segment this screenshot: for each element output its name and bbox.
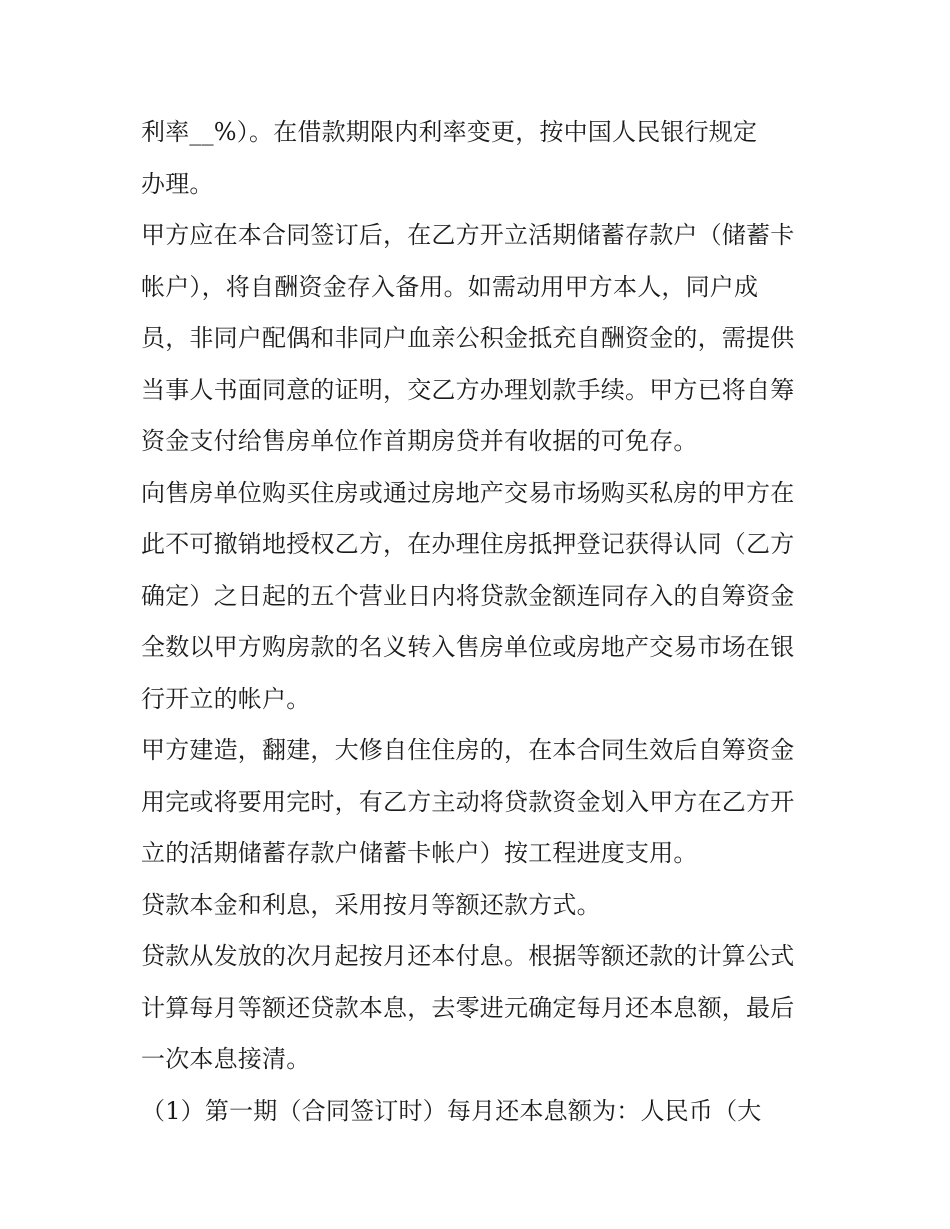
text-line: 资金支付给售房单位作首期房贷并有收据的可免存。: [141, 427, 698, 455]
text-line: 用完或将要用完时，有乙方主动将贷款资金划入甲方在乙方开: [141, 787, 795, 816]
text-line: 利率__%）。在借款期限内利率变更，按中国人民银行规定: [141, 118, 758, 146]
text-line: 此不可撤销地授权乙方，在办理住房抵押登记获得认同（乙方: [141, 530, 795, 558]
text-line: 贷款本金和利息，采用按月等额还款方式。: [141, 890, 601, 919]
text-line: 帐户），将自酬资金存入备用。如需动用甲方本人，同户成: [141, 272, 759, 301]
paragraph-self-funds-deposit: [141, 210, 821, 468]
paragraph-repayment-method: [141, 880, 821, 932]
paragraph-construction-disbursement: [141, 725, 821, 880]
text-line: （1）第一期（合同签订时）每月还本息额为：人民币（大: [141, 1096, 762, 1125]
document-body: [141, 107, 821, 1137]
text-line: 甲方建造，翻建，大修自住住房的，在本合同生效后自筹资金: [141, 736, 795, 764]
text-line: 立的活期储蓄存款户储蓄卡帐户）按工程进度支用。: [141, 839, 698, 867]
text-line: 办理。: [141, 169, 214, 198]
text-line: 确定）之日起的五个营业日内将贷款金额连同存入的自筹资金: [141, 581, 795, 610]
text-line: 员，非同户配偶和非同户血亲公积金抵充自酬资金的，需提供: [141, 324, 795, 352]
text-line: 甲方应在本合同签订后，在乙方开立活期储蓄存款户（储蓄卡: [141, 221, 795, 249]
text-line: 行开立的帐户。: [141, 684, 311, 713]
text-line: 当事人书面同意的证明，交乙方办理划款手续。甲方已将自筹: [141, 375, 795, 404]
text-line: 一次本息接清。: [141, 1045, 311, 1073]
paragraph-first-period-amount: [141, 1086, 821, 1138]
text-line: 贷款从发放的次月起按月还本付息。根据等额还款的计算公式: [141, 942, 795, 970]
paragraph-purchase-authorization: [141, 468, 821, 726]
text-line: 全数以甲方购房款的名义转入售房单位或房地产交易市场在银: [141, 633, 795, 661]
paragraph-interest-rate: [141, 107, 821, 210]
text-line: 向售房单位购买住房或通过房地产交易市场购买私房的甲方在: [141, 478, 795, 507]
text-line: 计算每月等额还贷款本息，去零进元确定每月还本息额，最后: [141, 993, 795, 1022]
paragraph-repayment-schedule: [141, 931, 821, 1086]
